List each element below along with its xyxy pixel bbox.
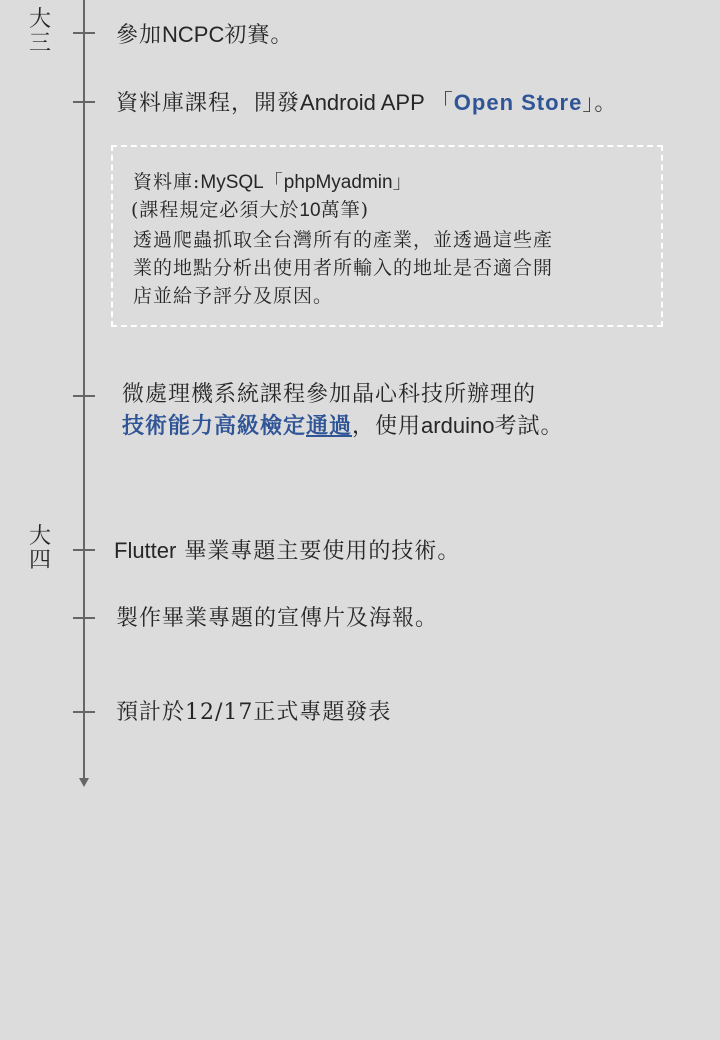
entry-text: 」。 bbox=[582, 91, 618, 116]
detail-line-database bbox=[133, 168, 413, 197]
entry-text: 考試。 bbox=[494, 414, 564, 439]
certification-highlight: 技術能力高級檢定 bbox=[122, 413, 307, 439]
detail-line-requirement bbox=[131, 196, 369, 225]
detail-text-latin: phpMyadmin bbox=[283, 172, 393, 193]
timeline-tick bbox=[73, 32, 95, 34]
entry-text: 參加 bbox=[116, 23, 163, 48]
detail-text: 」 bbox=[392, 171, 413, 193]
entry-text: 初賽。 bbox=[224, 23, 294, 48]
junior-item-microprocessor-line1: 微處理機系統課程參加晶心科技所辦理的 bbox=[122, 382, 537, 407]
senior-item-flutter bbox=[114, 536, 460, 567]
entry-text-latin: Android APP bbox=[300, 90, 425, 115]
timeline-tick bbox=[73, 395, 95, 397]
detail-text: 「 bbox=[263, 171, 284, 193]
senior-item-promo: 製作畢業專題的宣傳片及海報。 bbox=[116, 606, 439, 631]
senior-item-presentation: 預計於12/17正式專題發表 bbox=[116, 700, 392, 725]
entry-text: ，使用 bbox=[352, 414, 422, 439]
detail-text: (課程規定必須大於 bbox=[131, 199, 300, 221]
detail-line-description-2: 業的地點分析出使用者所輸入的地址是否適合開 bbox=[133, 257, 554, 279]
junior-item-database-course bbox=[116, 88, 617, 119]
detail-text: 資料庫: bbox=[133, 171, 201, 193]
entry-text-latin: NCPC bbox=[162, 22, 225, 47]
detail-text: 萬筆) bbox=[320, 199, 369, 221]
detail-line-description-3: 店並給予評分及原因。 bbox=[133, 285, 334, 307]
year-label-junior-line2: 三 bbox=[28, 31, 51, 56]
junior-item-ncpc bbox=[116, 20, 293, 51]
year-label-senior bbox=[27, 525, 53, 573]
year-label-junior bbox=[27, 8, 53, 56]
app-name-highlight: Open Store bbox=[453, 90, 583, 115]
entry-text: 畢業專題主要使用的技術。 bbox=[176, 539, 461, 564]
detail-text-number: 10 bbox=[299, 200, 321, 221]
timeline-axis bbox=[83, 0, 85, 780]
timeline-arrow-icon bbox=[79, 778, 89, 787]
timeline-tick bbox=[73, 101, 95, 103]
timeline-tick bbox=[73, 617, 95, 619]
detail-text-latin: MySQL bbox=[200, 172, 264, 193]
junior-item-microprocessor-line2 bbox=[122, 411, 563, 442]
entry-text: 「 bbox=[430, 91, 454, 116]
entry-text-latin: arduino bbox=[421, 413, 495, 438]
year-label-junior-line1: 大 bbox=[28, 7, 51, 32]
year-label-senior-line2: 四 bbox=[28, 548, 51, 573]
entry-text: 資料庫課程，開發 bbox=[116, 91, 301, 116]
timeline-tick bbox=[73, 549, 95, 551]
timeline-tick bbox=[73, 711, 95, 713]
year-label-senior-line1: 大 bbox=[28, 524, 51, 549]
detail-line-description-1: 透過爬蟲抓取全台灣所有的產業，並透過這些產 bbox=[133, 229, 554, 251]
certification-passed-highlight: 通過 bbox=[306, 413, 353, 439]
entry-text-latin: Flutter bbox=[114, 538, 177, 563]
